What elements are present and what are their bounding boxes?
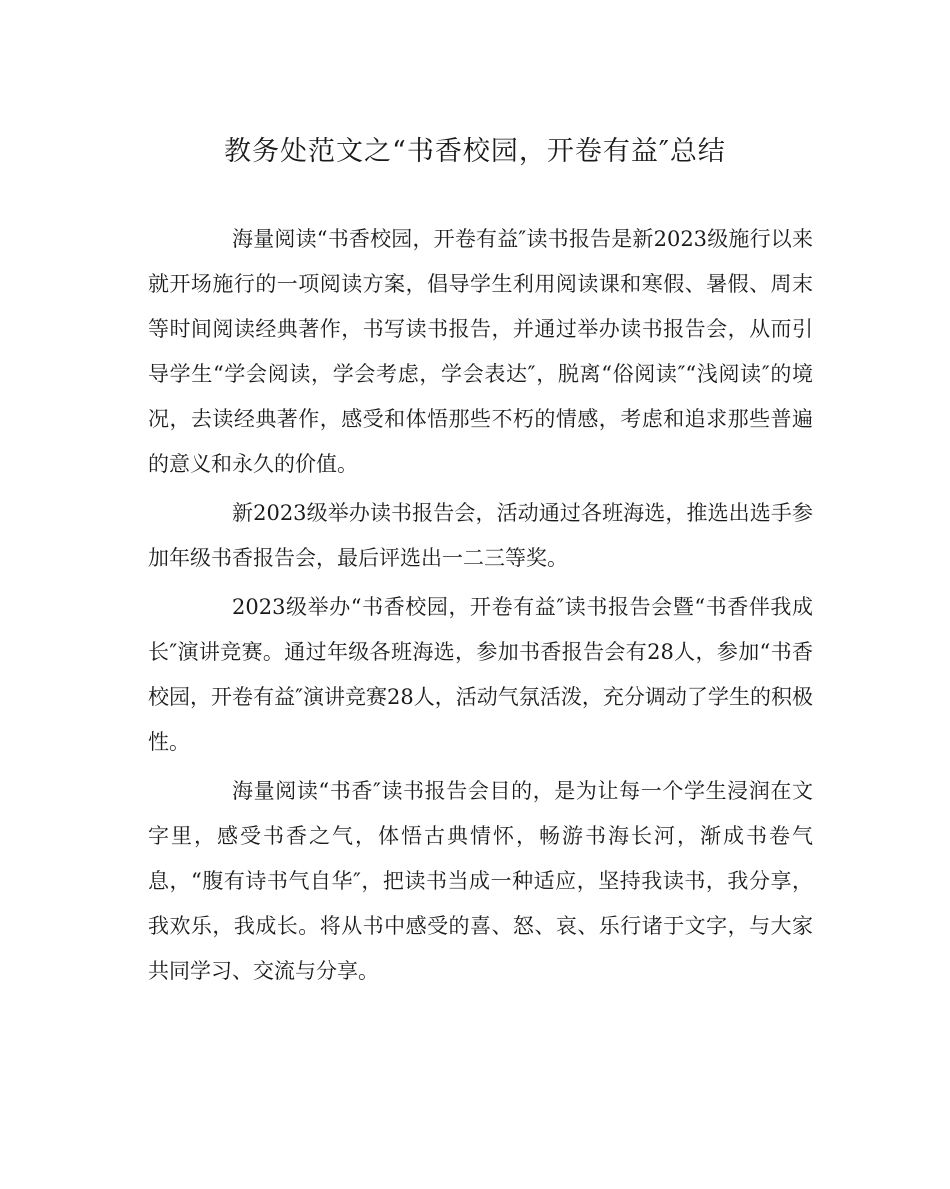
paragraph-2: 新2023级举办读书报告会，活动通过各班海选，推选出选手参加年级书香报告会，最后评选出一二三等奖。 (148, 501, 813, 570)
document-body (148, 217, 813, 998)
paragraph-3: 2023级举办“书香校园，开卷有益″读书报告会暨“书香伴我成长″演讲竞赛。通过年级各班海选，参加书香报告会有28人，参加“书香校园，开卷有益″演讲竞赛28人，活动气氛活泼，充分调动了学生的积极性。 (148, 595, 813, 754)
paragraph-4: 海量阅读“书香″读书报告会目的，是为让每一个学生浸润在文字里，感受书香之气，体悟古典情怀，畅游书海长河，渐成书卷气息，“腹有诗书气自华″，把读书当成一种适应，坚持我读书，我分享，我欢乐，我成长。将从书中感受的喜、怒、哀、乐行诸于文字，与大家共同学习、交流与分享。 (148, 779, 813, 983)
paragraph-1: 海量阅读“书香校园，开卷有益″读书报告是新2023级施行以来就开场施行的一项阅读方案，倡导学生利用阅读课和寒假、暑假、周末等时间阅读经典著作，书写读书报告，并通过举办读书报告会，从而引导学生“学会阅读，学会考虑，学会表达″，脱离“俗阅读″“浅阅读″的境况，去读经典著作，感受和体悟那些不朽的情感，考虑和追求那些普遍的意义和永久的价值。 (148, 227, 813, 476)
document-title: 教务处范文之“书香校园，开卷有益″总结 (224, 136, 726, 167)
